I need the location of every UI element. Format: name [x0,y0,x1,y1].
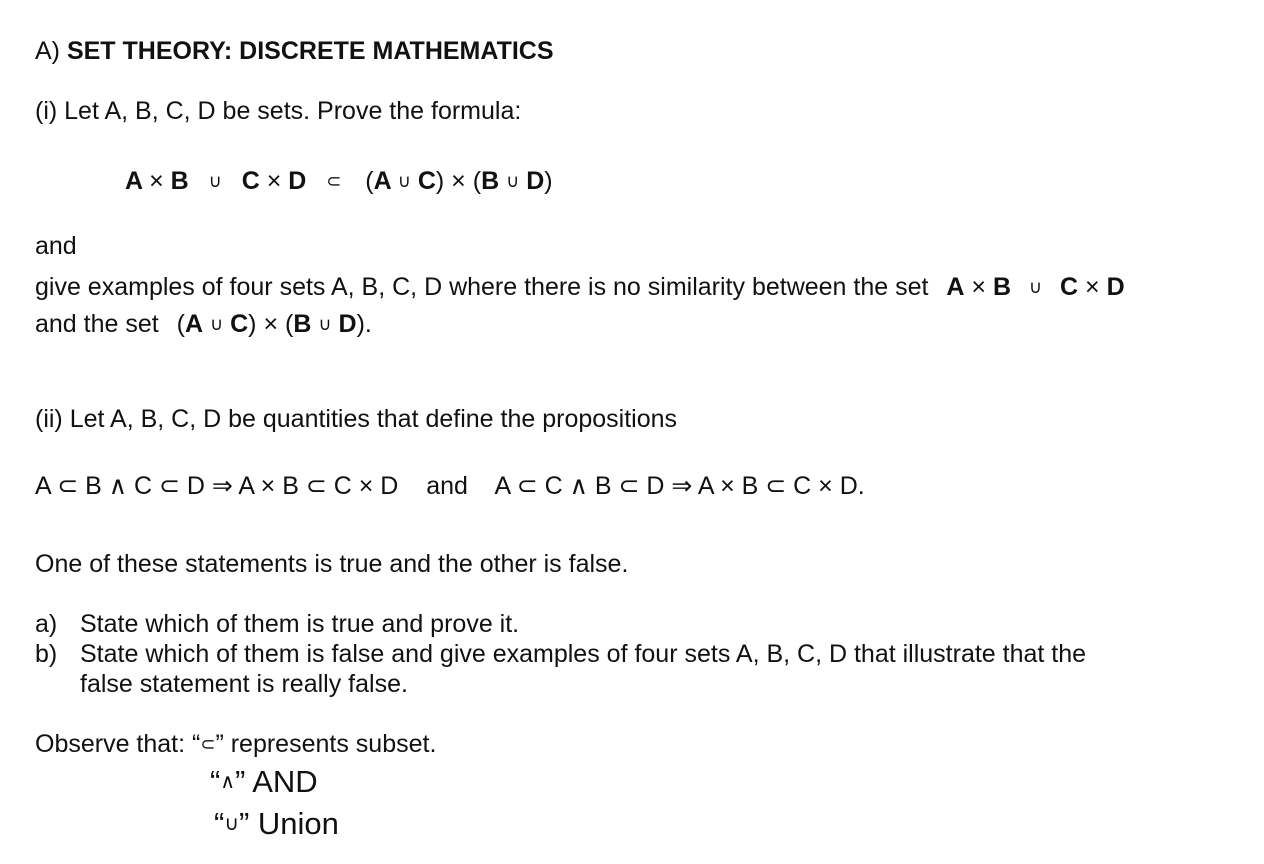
task-b-text-line-1: State which of them is false and give examples of four sets A, B, C, D that illustrate that the [80,640,1087,668]
statement: One of these statements is true and the other is false. [35,550,629,578]
and-meaning: AND [245,764,318,799]
and-symbol: ∧ [220,771,235,793]
set-d: D [1106,273,1125,301]
union-symbol: ∪ [1028,277,1043,297]
quote-close: ” [238,806,250,841]
examples-text: give examples of four sets A, B, C, D where there is no similarity between the set [35,273,929,301]
note-subset [35,729,436,761]
formula-paren: ) [544,167,553,195]
section-title: SET THEORY: DISCRETE MATHEMATICS [66,37,554,65]
examples-line-1 [35,272,1125,304]
formula-a: A [125,167,143,195]
paren: ) [248,310,257,338]
note-and [210,764,318,804]
task-b-text-line-2: false statement is really false. [80,670,408,698]
times-symbol: × [1085,273,1100,301]
section-prefix: A) [35,37,60,65]
formula-c: C [417,167,436,195]
set-c: C [230,310,249,338]
examples-line-2 [35,309,372,341]
formula-c: C [241,167,260,195]
formula-b: B [481,167,500,195]
quote-open: “ [210,764,221,799]
formula-union: ∪ [208,171,222,191]
period: . [364,310,372,338]
examples-prefix: and the set [35,310,159,338]
quote-open: “ [192,730,201,758]
quote-close: ” [234,764,246,799]
set-b: B [293,310,312,338]
paren: ( [285,310,294,338]
note-union [214,806,339,846]
paren: ( [176,310,185,338]
part-ii-intro: (ii) Let A, B, C, D be quantities that define the propositions [35,405,678,433]
subset-meaning: represents subset. [223,730,437,758]
task-a [35,609,57,639]
times-symbol: × [971,273,986,301]
formula-a: A [373,167,391,195]
quote-close: ” [215,730,224,758]
proposition-2: A ⊂ C ∧ B ⊂ D ⇒ A × B ⊂ C × D. [494,472,865,500]
set-d: D [338,310,357,338]
connector-and: and [35,232,77,260]
proposition-connector: and [426,472,468,500]
union-symbol: ∪ [224,813,239,835]
formula-b: B [170,167,189,195]
proposition-1: A ⊂ B ∧ C ⊂ D ⇒ A × B ⊂ C × D [35,472,399,500]
formula-times: × [149,167,164,195]
formula-times: × [266,167,282,195]
subset-symbol: ⊂ [200,734,216,754]
task-marker: b) [35,640,58,668]
union-symbol: ∪ [209,314,224,334]
union-meaning: Union [249,806,339,841]
formula-i [125,166,553,198]
formula-paren: ( [472,167,482,195]
paren: ) [356,310,365,338]
section-heading [35,36,554,66]
union-symbol: ∪ [318,314,332,334]
note-lead: Observe that: [35,730,193,758]
formula-d: D [288,167,307,195]
set-a: A [184,310,204,338]
set-c: C [1060,273,1079,301]
formula-d: D [526,167,545,195]
formula-paren: ) [435,167,445,195]
task-b [35,639,57,669]
set-b: B [992,273,1012,301]
formula-subset: ⊂ [326,171,342,191]
set-a: A [946,273,965,301]
task-a-text: State which of them is true and prove it. [80,610,520,638]
task-marker: a) [35,610,58,638]
formula-paren: ( [365,167,374,195]
propositions [35,471,865,501]
part-i-intro: (i) Let A, B, C, D be sets. Prove the formula: [35,97,522,125]
formula-union: ∪ [506,171,520,191]
formula-times: × [451,167,466,195]
formula-union: ∪ [397,171,411,191]
times-symbol: × [263,310,279,338]
quote-open: “ [214,806,225,841]
